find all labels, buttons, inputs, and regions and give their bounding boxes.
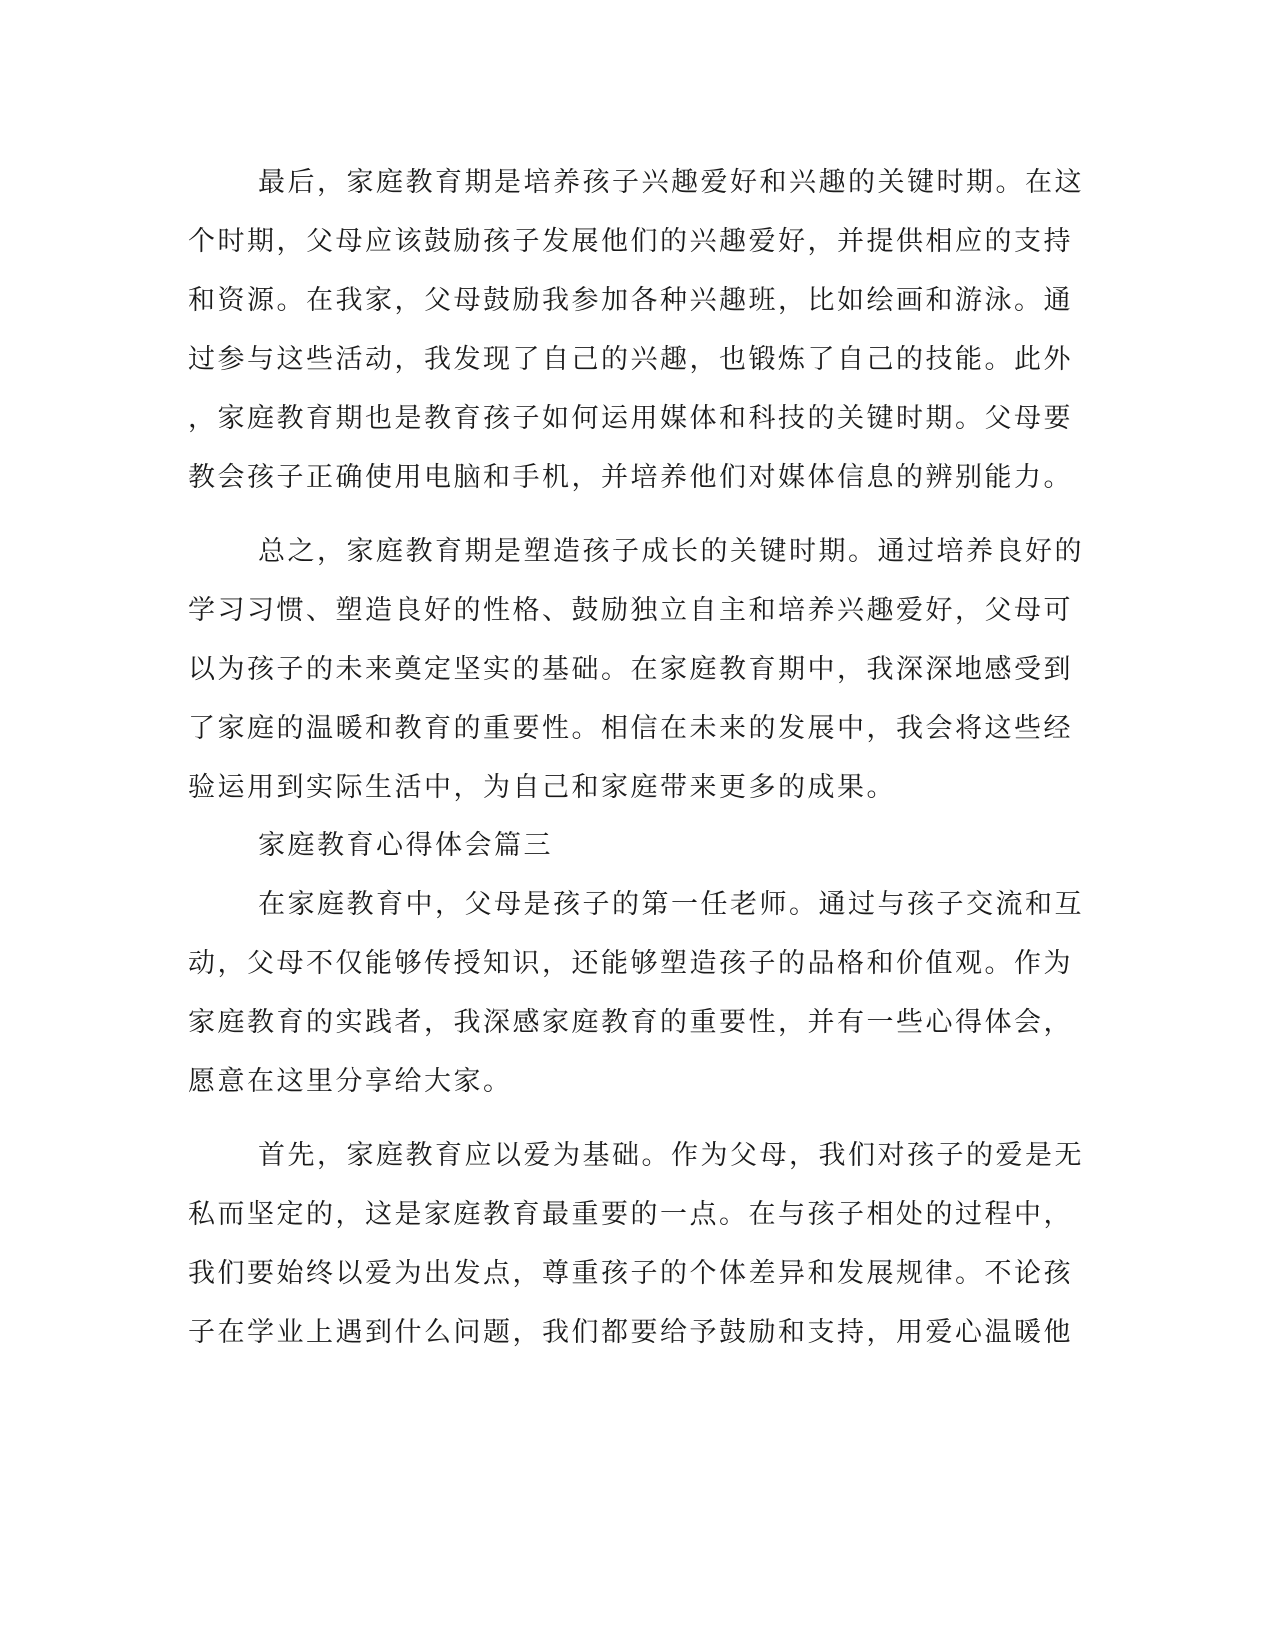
- line-text: 和资源。在我家，父母鼓励我参加各种兴趣班，比如绘画和游泳。通: [188, 285, 1073, 316]
- line-text: 首先，家庭教育应以爱为基础。作为父母，我们对孩子的爱是无: [258, 1140, 1084, 1171]
- line-text: 总之，家庭教育期是塑造孩子成长的关键时期。通过培养良好的: [258, 536, 1084, 567]
- paragraph-line: [0, 1003, 1275, 1043]
- line-text: 子在学业上遇到什么问题，我们都要给予鼓励和支持，用爱心温暖他: [188, 1317, 1073, 1348]
- line-text: 以为孩子的未来奠定坚实的基础。在家庭教育期中，我深深地感受到: [188, 654, 1073, 685]
- line-text: 在家庭教育中，父母是孩子的第一任老师。通过与孩子交流和互: [258, 889, 1084, 920]
- paragraph-line: [0, 532, 1275, 572]
- paragraph-line: [0, 340, 1275, 380]
- section-heading: [0, 826, 1275, 866]
- paragraph-line: [0, 944, 1275, 984]
- paragraph-line: [0, 591, 1275, 631]
- heading-text: 家庭教育心得体会篇三: [258, 830, 553, 861]
- line-text: 过参与这些活动，我发现了自己的兴趣，也锻炼了自己的技能。此外: [188, 344, 1073, 375]
- paragraph-line: [0, 399, 1275, 439]
- line-text: 最后，家庭教育期是培养孩子兴趣爱好和兴趣的关键时期。在这: [258, 167, 1084, 198]
- line-text: 学习习惯、塑造良好的性格、鼓励独立自主和培养兴趣爱好，父母可: [188, 595, 1073, 626]
- paragraph-line: [0, 650, 1275, 690]
- paragraph-line: [0, 1136, 1275, 1176]
- paragraph-line: [0, 1254, 1275, 1294]
- paragraph-line: [0, 885, 1275, 925]
- paragraph-line: [0, 768, 1275, 808]
- line-text: 私而坚定的，这是家庭教育最重要的一点。在与孩子相处的过程中，: [188, 1199, 1073, 1230]
- line-text: 我们要始终以爱为出发点，尊重孩子的个体差异和发展规律。不论孩: [188, 1258, 1073, 1289]
- paragraph-line: [0, 163, 1275, 203]
- paragraph-line: [0, 281, 1275, 321]
- line-text: 个时期，父母应该鼓励孩子发展他们的兴趣爱好，并提供相应的支持: [188, 226, 1073, 257]
- line-text: ，家庭教育期也是教育孩子如何运用媒体和科技的关键时期。父母要: [188, 403, 1073, 434]
- line-text: 验运用到实际生活中，为自己和家庭带来更多的成果。: [188, 772, 896, 803]
- paragraph-line: [0, 1062, 1275, 1102]
- line-text: 了家庭的温暖和教育的重要性。相信在未来的发展中，我会将这些经: [188, 713, 1073, 744]
- paragraph-line: [0, 1313, 1275, 1353]
- paragraph-line: [0, 458, 1275, 498]
- paragraph-line: [0, 1195, 1275, 1235]
- paragraph-line: [0, 222, 1275, 262]
- line-text: 家庭教育的实践者，我深感家庭教育的重要性，并有一些心得体会，: [188, 1007, 1073, 1038]
- paragraph-line: [0, 709, 1275, 749]
- line-text: 动，父母不仅能够传授知识，还能够塑造孩子的品格和价值观。作为: [188, 948, 1073, 979]
- line-text: 教会孩子正确使用电脑和手机，并培养他们对媒体信息的辨别能力。: [188, 462, 1073, 493]
- line-text: 愿意在这里分享给大家。: [188, 1066, 513, 1097]
